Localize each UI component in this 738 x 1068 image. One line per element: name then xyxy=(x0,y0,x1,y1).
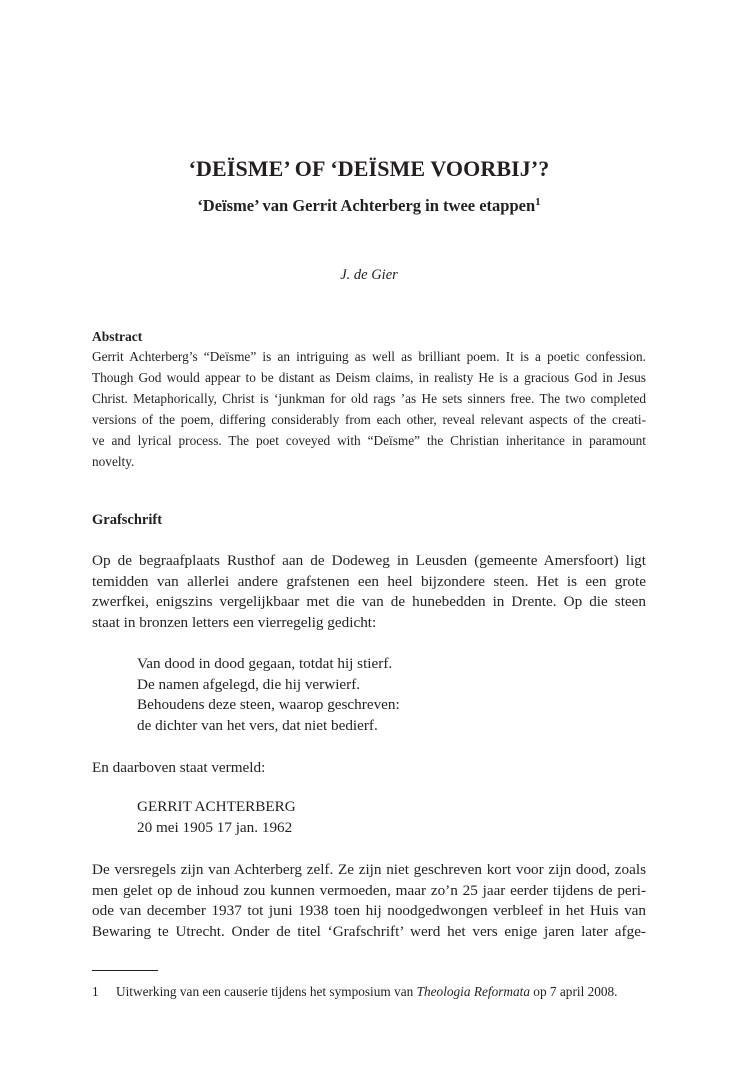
paragraph-line: staat in bronzen letters een vierregelig gedicht: xyxy=(92,613,377,631)
paragraph-line: ode van december 1937 tot juni 1938 toen hij noodgedwongen verbleef in het Huis van xyxy=(92,902,646,919)
paragraph-line: En daarboven staat vermeld: xyxy=(92,759,266,776)
body-paragraph xyxy=(92,551,646,633)
section-heading: Grafschrift xyxy=(92,512,163,528)
subtitle-text: ‘Deïsme’ van Gerrit Achterberg in twee etappen xyxy=(197,196,536,215)
article-subtitle xyxy=(0,196,738,216)
footnote-number: 1 xyxy=(92,984,99,999)
abstract-line: Though God would appear to be distant as Deism claims, in realisty He is a gracious God in Jesus xyxy=(92,370,646,385)
abstract-line: Gerrit Achterberg’s “Deïsme” is an intriguing as well as brilliant poem. It is a poetic confession. xyxy=(92,349,646,364)
abstract-line: versions of the poem, differing considerably from each other, reveal relevant aspects of the creati- xyxy=(92,412,646,427)
inscription-line: GERRIT ACHTERBERG xyxy=(137,798,296,815)
quoted-poem xyxy=(137,654,400,736)
body-paragraph xyxy=(92,758,646,779)
abstract-line: ve and lyrical process. The poet coveyed with “Deïsme” the Christian inheritance in paramount xyxy=(92,433,646,448)
article-title: ‘DEÏSME’ OF ‘DEÏSME VOORBIJ’? xyxy=(188,156,550,181)
paragraph-line: Bewaring te Utrecht. Onder de titel ‘Grafschrift’ werd het vers enige jaren later afge- xyxy=(92,922,646,940)
body-paragraph xyxy=(92,860,646,942)
abstract-line: novelty. xyxy=(92,454,135,469)
footnote-text: Uitwerking van een causerie tijdens het symposium van xyxy=(116,984,417,999)
author-name: J. de Gier xyxy=(340,267,398,283)
footnote-italic-title: Theologia Reformata xyxy=(416,984,530,999)
footnote xyxy=(92,983,652,1001)
abstract-heading: Abstract xyxy=(92,329,143,344)
paragraph-line: Op de begraafplaats Rusthof aan de Dodeweg in Leusden (gemeente Amersfoort) ligt xyxy=(92,552,646,569)
footnote-text-end: op 7 april 2008. xyxy=(529,984,618,999)
inscription-line: 20 mei 1905 17 jan. 1962 xyxy=(137,818,293,836)
gravestone-inscription xyxy=(137,797,296,838)
poem-line: Behoudens deze steen, waarop geschreven: xyxy=(137,696,400,713)
paragraph-line: men gelet op de inhoud zou kunnen vermoeden, maar zo’n 25 jaar eerder tijdens de peri- xyxy=(92,881,646,899)
poem-line: de dichter van het vers, dat niet bedierf. xyxy=(137,716,378,734)
paragraph-line: De versregels zijn van Achterberg zelf. Ze zijn niet geschreven kort voor zijn dood, zoals xyxy=(92,861,646,878)
abstract-line: Christ. Metaphorically, Christ is ‘junkman for old rags ’as He sets sinners free. The two completed xyxy=(92,391,646,406)
abstract-text xyxy=(92,346,646,472)
poem-line: Van dood in dood gegaan, totdat hij stierf. xyxy=(137,655,393,672)
paragraph-line: temidden van allerlei andere grafstenen een heel bijzondere steen. Het is een grote xyxy=(92,572,646,590)
footnote-divider xyxy=(92,970,158,971)
paragraph-line: zwerfkei, enigszins vergelijkbaar met die van de hunebedden in Drente. Op die steen xyxy=(92,593,646,610)
footnote-reference[interactable]: 1 xyxy=(535,196,541,208)
poem-line: De namen afgelegd, die hij verwierf. xyxy=(137,675,361,693)
